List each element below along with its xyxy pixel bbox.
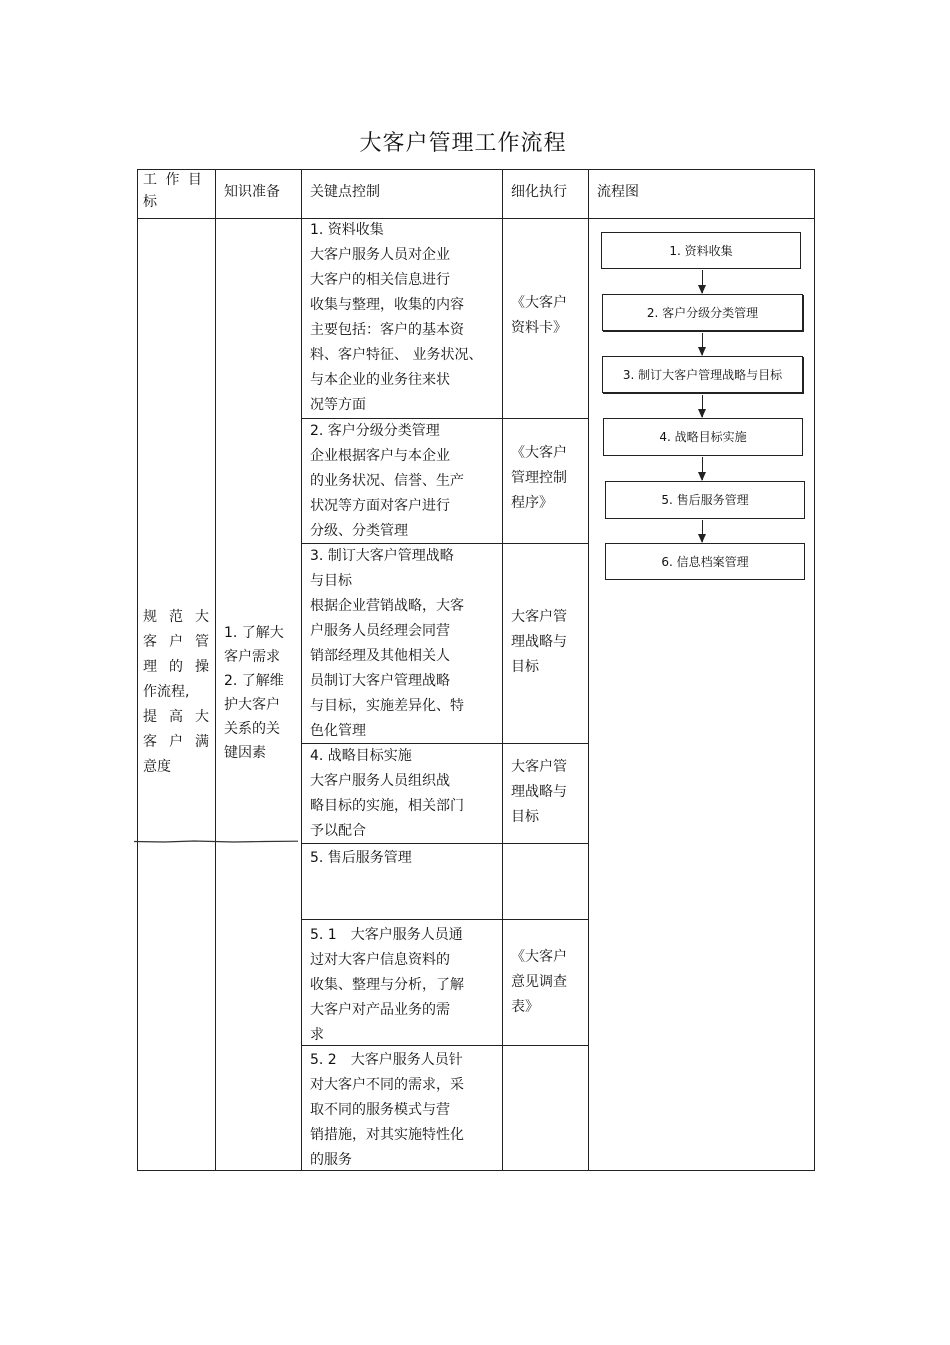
control-cell-1: 1. 资料收集 大客户服务人员对企业 大客户的相关信息进行 收集与整理，收集的内容 主要包括：客户的基本资 料、客户特征、 业务状况、 与本企业的业务往来状 况等方面 (310, 222, 483, 413)
goal-char: 大 (195, 709, 209, 725)
goal-char: 规 (143, 609, 157, 625)
execution-cell-3: 大客户管 理战略与 目标 (511, 609, 567, 675)
goal-char: 作流程, (143, 684, 190, 700)
control-cell-2: 2. 客户分级分类管理 企业根据客户与本企业 的业务状况、信誉、生产 状况等方面对客户进行 分级、分类管理 (310, 423, 464, 539)
goal-char: 大 (195, 609, 209, 625)
control-cell-7: 5. 2 大客户服务人员针 对大客户不同的需求，采 取不同的服务模式与营 销措施，对其实施特性化 的服务 (310, 1052, 464, 1168)
flow-step-3: 3. 制订大客户管理战略与目标 (602, 356, 803, 393)
flow-step-5: 5. 售后服务管理 (605, 481, 805, 519)
goal-char: 意度 (143, 759, 171, 775)
header-flowchart: 流程图 (597, 184, 639, 200)
goal-line (143, 755, 209, 780)
col-divider-3 (502, 169, 503, 1171)
table-border-right (814, 169, 815, 1171)
goal-char: 操 (195, 659, 209, 675)
goal-char: 户 (169, 634, 183, 650)
flow-step-2: 2. 客户分级分类管理 (602, 294, 803, 331)
goal-char: 管 (195, 634, 209, 650)
goal-char: 高 (169, 709, 183, 725)
scribble-line (134, 840, 298, 843)
document-title: 大客户管理工作流程 (359, 131, 567, 156)
header-goal-line2: 标 (143, 194, 157, 210)
goal-char: 满 (195, 734, 209, 750)
header-goal (143, 169, 211, 213)
goal-line (143, 630, 209, 655)
header-goal-line1 (143, 169, 211, 191)
control-cell-4: 4. 战略目标实施 大客户服务人员组织战 略目标的实施，相关部门 予以配合 (310, 748, 464, 839)
goal-line (143, 730, 209, 755)
header-knowledge: 知识准备 (224, 184, 280, 200)
col-divider-4 (588, 169, 589, 1171)
goal-line (143, 705, 209, 730)
header-control: 关键点控制 (310, 184, 380, 200)
flow-arrow-icon (702, 457, 703, 480)
goal-char: 理 (143, 659, 157, 675)
execution-cell-4: 大客户管 理战略与 目标 (511, 759, 567, 825)
col-divider-1 (215, 169, 216, 1171)
flow-arrow-icon (702, 333, 703, 355)
goal-char: 客 (143, 634, 157, 650)
goal-char: 提 (143, 709, 157, 725)
flow-arrow-icon (702, 520, 703, 542)
goal-line (143, 655, 209, 680)
flow-step-4: 4. 战略目标实施 (603, 418, 803, 456)
table-border-left (137, 169, 138, 1171)
goal-char: 的 (169, 659, 183, 675)
goal-text (143, 605, 209, 780)
flow-step-6: 6. 信息档案管理 (605, 543, 805, 580)
flow-step-1: 1. 资料收集 (601, 232, 801, 269)
flow-arrow-icon (702, 270, 703, 293)
col-divider-2 (301, 169, 302, 1171)
goal-char: 户 (169, 734, 183, 750)
goal-line (143, 680, 209, 705)
execution-cell-1: 《大客户 资料卡》 (511, 295, 567, 336)
control-cell-5: 5. 售后服务管理 (310, 850, 412, 866)
header-execution: 细化执行 (511, 184, 567, 200)
table-border-top (137, 169, 815, 170)
goal-line (143, 605, 209, 630)
control-cell-3: 3. 制订大客户管理战略 与目标 根据企业营销战略，大客 户服务人员经理会同营 销部经理及其他相关人 员制订大客户管理战略 与目标，实施差异化、特 色化管理 (310, 548, 464, 739)
row-divider (301, 919, 589, 920)
flow-arrow-icon (702, 395, 703, 417)
execution-cell-2: 《大客户 管理控制 程序》 (511, 445, 567, 511)
goal-char: 客 (143, 734, 157, 750)
knowledge-text: 1. 了解大 客户需求 2. 了解维 护大客户 关系的关 键因素 (224, 625, 284, 761)
control-cell-6: 5. 1 大客户服务人员通 过对大客户信息资料的 收集、整理与分析，了解 大客户对产品业务的需 求 (310, 927, 464, 1043)
goal-char: 范 (169, 609, 183, 625)
header-goal-line1-text: 工 作 目 (143, 172, 204, 188)
execution-cell-6: 《大客户 意见调查 表》 (511, 949, 567, 1015)
